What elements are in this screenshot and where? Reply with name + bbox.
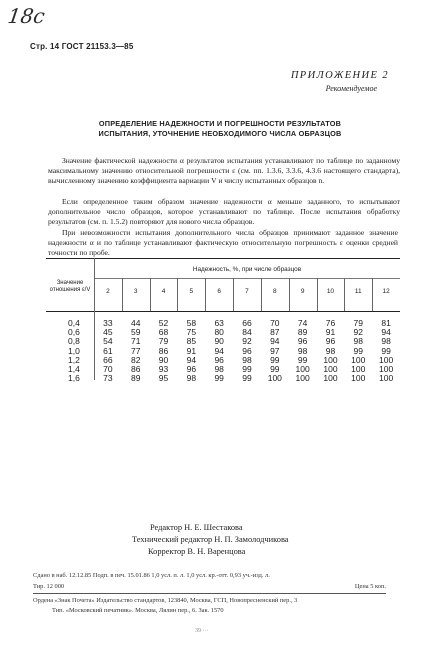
table-row-ratio: 1,0 (68, 345, 80, 356)
table-cell: 99 (214, 373, 224, 384)
table-cell: 100 (378, 364, 394, 374)
table-cell: 99 (353, 345, 363, 356)
paragraph: Если определенное таким образом значение надежности α меньше заданного, то испытывают дополнительное число образцов, которое устанавливают по таблице. После испытания обработку результатов (см. п. 1.5.2) повторяют для нового числа образцов. (48, 197, 400, 226)
table-cell: 63 (214, 318, 224, 328)
table-cell: 77 (130, 345, 141, 356)
credit-editor: Редактор Н. Е. Шестакова (150, 523, 243, 532)
table-cell: 45 (103, 327, 113, 338)
table-cell: 98 (325, 345, 336, 356)
table-cell: 71 (130, 336, 141, 347)
table-column-header: 9 (300, 288, 305, 295)
handwritten-page-note: 18c (6, 4, 47, 28)
imprint-line: Сдано в наб. 12.12.85 Подп. в печ. 15.01.86 1,0 усл. п. л. 1,0 усл. кр.-отт. 0,93 уч.-изд. л. (33, 572, 270, 579)
table-cell: 90 (214, 336, 224, 347)
table-cell: 87 (270, 327, 280, 338)
table-cell: 100 (351, 354, 366, 365)
table-cell: 79 (353, 318, 363, 328)
table-cell: 82 (130, 354, 141, 365)
table-cell: 100 (378, 354, 394, 365)
table-cell: 61 (103, 345, 113, 356)
table-cell: 91 (186, 345, 197, 356)
table-column-header: 3 (133, 288, 138, 295)
paragraph: При невозможности испытания дополнительного числа образцов принимают заданное значение надежности α и по таблице устанавливают фактическую относительную погрешность ε оценки средней точности по пробе. (48, 228, 398, 257)
table-cell: 84 (242, 327, 252, 338)
table-cell: 96 (297, 336, 308, 347)
table-row-ratio: 0,8 (68, 336, 80, 347)
table-column-header: 8 (273, 288, 277, 295)
table-cell: 92 (242, 336, 252, 347)
table-cell: 96 (242, 345, 252, 356)
table-cell: 80 (214, 327, 224, 338)
table-cell: 59 (130, 327, 141, 338)
section-title-line: ОПРЕДЕЛЕНИЕ НАДЕЖНОСТИ И ПОГРЕШНОСТИ РЕЗУЛЬТАТОВ (98, 119, 342, 128)
table-column-header: 10 (326, 288, 335, 295)
credit-technical-editor: Технический редактор Н. П. Замолодчикова (132, 535, 289, 544)
table-cell: 96 (325, 336, 336, 347)
table-cell: 99 (242, 373, 252, 384)
table-cell: 93 (158, 364, 169, 374)
table-cell: 70 (270, 318, 280, 328)
table-cell: 100 (295, 364, 310, 374)
table-cell: 91 (325, 327, 336, 338)
table-cell: 79 (158, 336, 169, 347)
page-header: Стр. 14 ГОСТ 21153.3—85 (30, 42, 134, 51)
imprint-price: Цена 5 коп. (354, 583, 386, 590)
table-cell: 99 (381, 345, 391, 356)
table-column-header: 11 (354, 288, 362, 295)
imprint-line: Ордена «Знак Почета» Издательство стандартов, 123840, Москва, ГСП, Новопресненский пер., 3 (33, 597, 298, 604)
table-cell: 75 (186, 327, 197, 338)
table-cell: 94 (270, 336, 280, 347)
imprint-line: Тип. «Московский печатник». Москва, Лялин пер., 6. Зак. 1570 (52, 607, 224, 614)
table-cell: 94 (186, 354, 197, 365)
table-row-ratio: 0,4 (68, 318, 80, 328)
table-cell: 97 (270, 345, 280, 356)
table-cell: 99 (270, 354, 280, 365)
table-row-ratio: 0,6 (68, 327, 80, 338)
table-cell: 90 (158, 354, 169, 365)
table-cell: 98 (353, 336, 363, 347)
table-column-header: 2 (106, 288, 110, 295)
section-title (40, 119, 400, 139)
table-cell: 100 (351, 373, 366, 384)
table-cell: 54 (103, 336, 113, 347)
table-cell: 99 (270, 364, 280, 374)
section-title-line: ИСПЫТАНИЯ, УТОЧНЕНИЕ НЕОБХОДИМОГО ЧИСЛА ОБРАЗЦОВ (98, 129, 342, 138)
table-cell: 85 (186, 336, 197, 347)
table-cell: 98 (381, 336, 391, 347)
credit-proofreader: Корректор В. Н. Варенцова (148, 547, 246, 556)
table-cell: 89 (297, 327, 308, 338)
table-cell: 94 (381, 327, 391, 338)
footer-mark: 39 ··· (195, 628, 209, 634)
table-top-rule (46, 258, 400, 259)
table-cell: 100 (323, 354, 338, 365)
reliability-table (46, 258, 400, 384)
table-cell: 33 (103, 318, 113, 328)
table-cell: 100 (351, 364, 366, 374)
table-cell: 98 (297, 345, 308, 356)
table-header-rule (46, 311, 400, 312)
table-row-ratio: 1,2 (68, 354, 80, 365)
table-cell: 81 (381, 318, 391, 328)
table-cell: 96 (186, 364, 197, 374)
table-cell: 89 (130, 373, 141, 384)
table-column-header: 4 (161, 288, 166, 295)
table-cell: 73 (103, 373, 113, 384)
table-cell: 86 (158, 345, 169, 356)
table-cell: 99 (297, 354, 308, 365)
table-cell: 68 (158, 327, 169, 338)
table-cell: 44 (130, 318, 141, 328)
table-cell: 66 (242, 318, 252, 328)
table-cell: 99 (242, 364, 252, 374)
table-cell: 66 (103, 354, 113, 365)
imprint-rule (33, 593, 386, 594)
table-cell: 100 (323, 373, 338, 384)
appendix-status: Рекомендуемое (325, 84, 377, 93)
table-row-ratio: 1,6 (68, 373, 80, 384)
table-group-header: Надежность, %, при числе образцов (192, 266, 302, 273)
table-column-header: 12 (382, 288, 390, 295)
table-cell: 58 (186, 318, 197, 328)
table-cell: 96 (214, 354, 224, 365)
table-cell: 70 (103, 364, 113, 374)
table-cell: 98 (214, 364, 224, 374)
table-cell: 74 (297, 318, 308, 328)
appendix-label: ПРИЛОЖЕНИЕ 2 (290, 70, 389, 81)
table-cell: 98 (242, 354, 252, 365)
table-stub-header: Значение отношения ε/V (49, 280, 91, 293)
table-column-header: 6 (217, 288, 221, 295)
paragraph: Значение фактической надежности α результатов испытания устанавливают по таблице по заданному максимальному значению относительной погрешности ε (см. пп. 1.3.6, 3.3.6, 4.3.6 настоящего стандарта), вычисленному значению коэффициента вариации V и числу испытанных образцов n. (48, 156, 400, 185)
table-column-header: 5 (189, 288, 194, 295)
credits (132, 522, 289, 558)
table-cell: 95 (158, 373, 169, 384)
imprint-line (33, 583, 386, 590)
table-cell: 76 (325, 318, 336, 328)
table-cell: 92 (353, 327, 363, 338)
table-cell: 100 (323, 364, 338, 374)
table-cell: 100 (267, 373, 282, 384)
table-column-header: 7 (245, 288, 249, 295)
table-cell: 52 (158, 318, 169, 328)
table-group-rule (94, 278, 400, 279)
table-cell: 86 (130, 364, 141, 374)
imprint-run: Тир. 12 000 (33, 583, 65, 590)
table-cell: 94 (214, 345, 224, 356)
table-cell: 100 (295, 373, 310, 384)
table-row-ratio: 1,4 (68, 364, 80, 374)
table-cell: 100 (378, 373, 394, 384)
table-cell: 98 (186, 373, 197, 384)
